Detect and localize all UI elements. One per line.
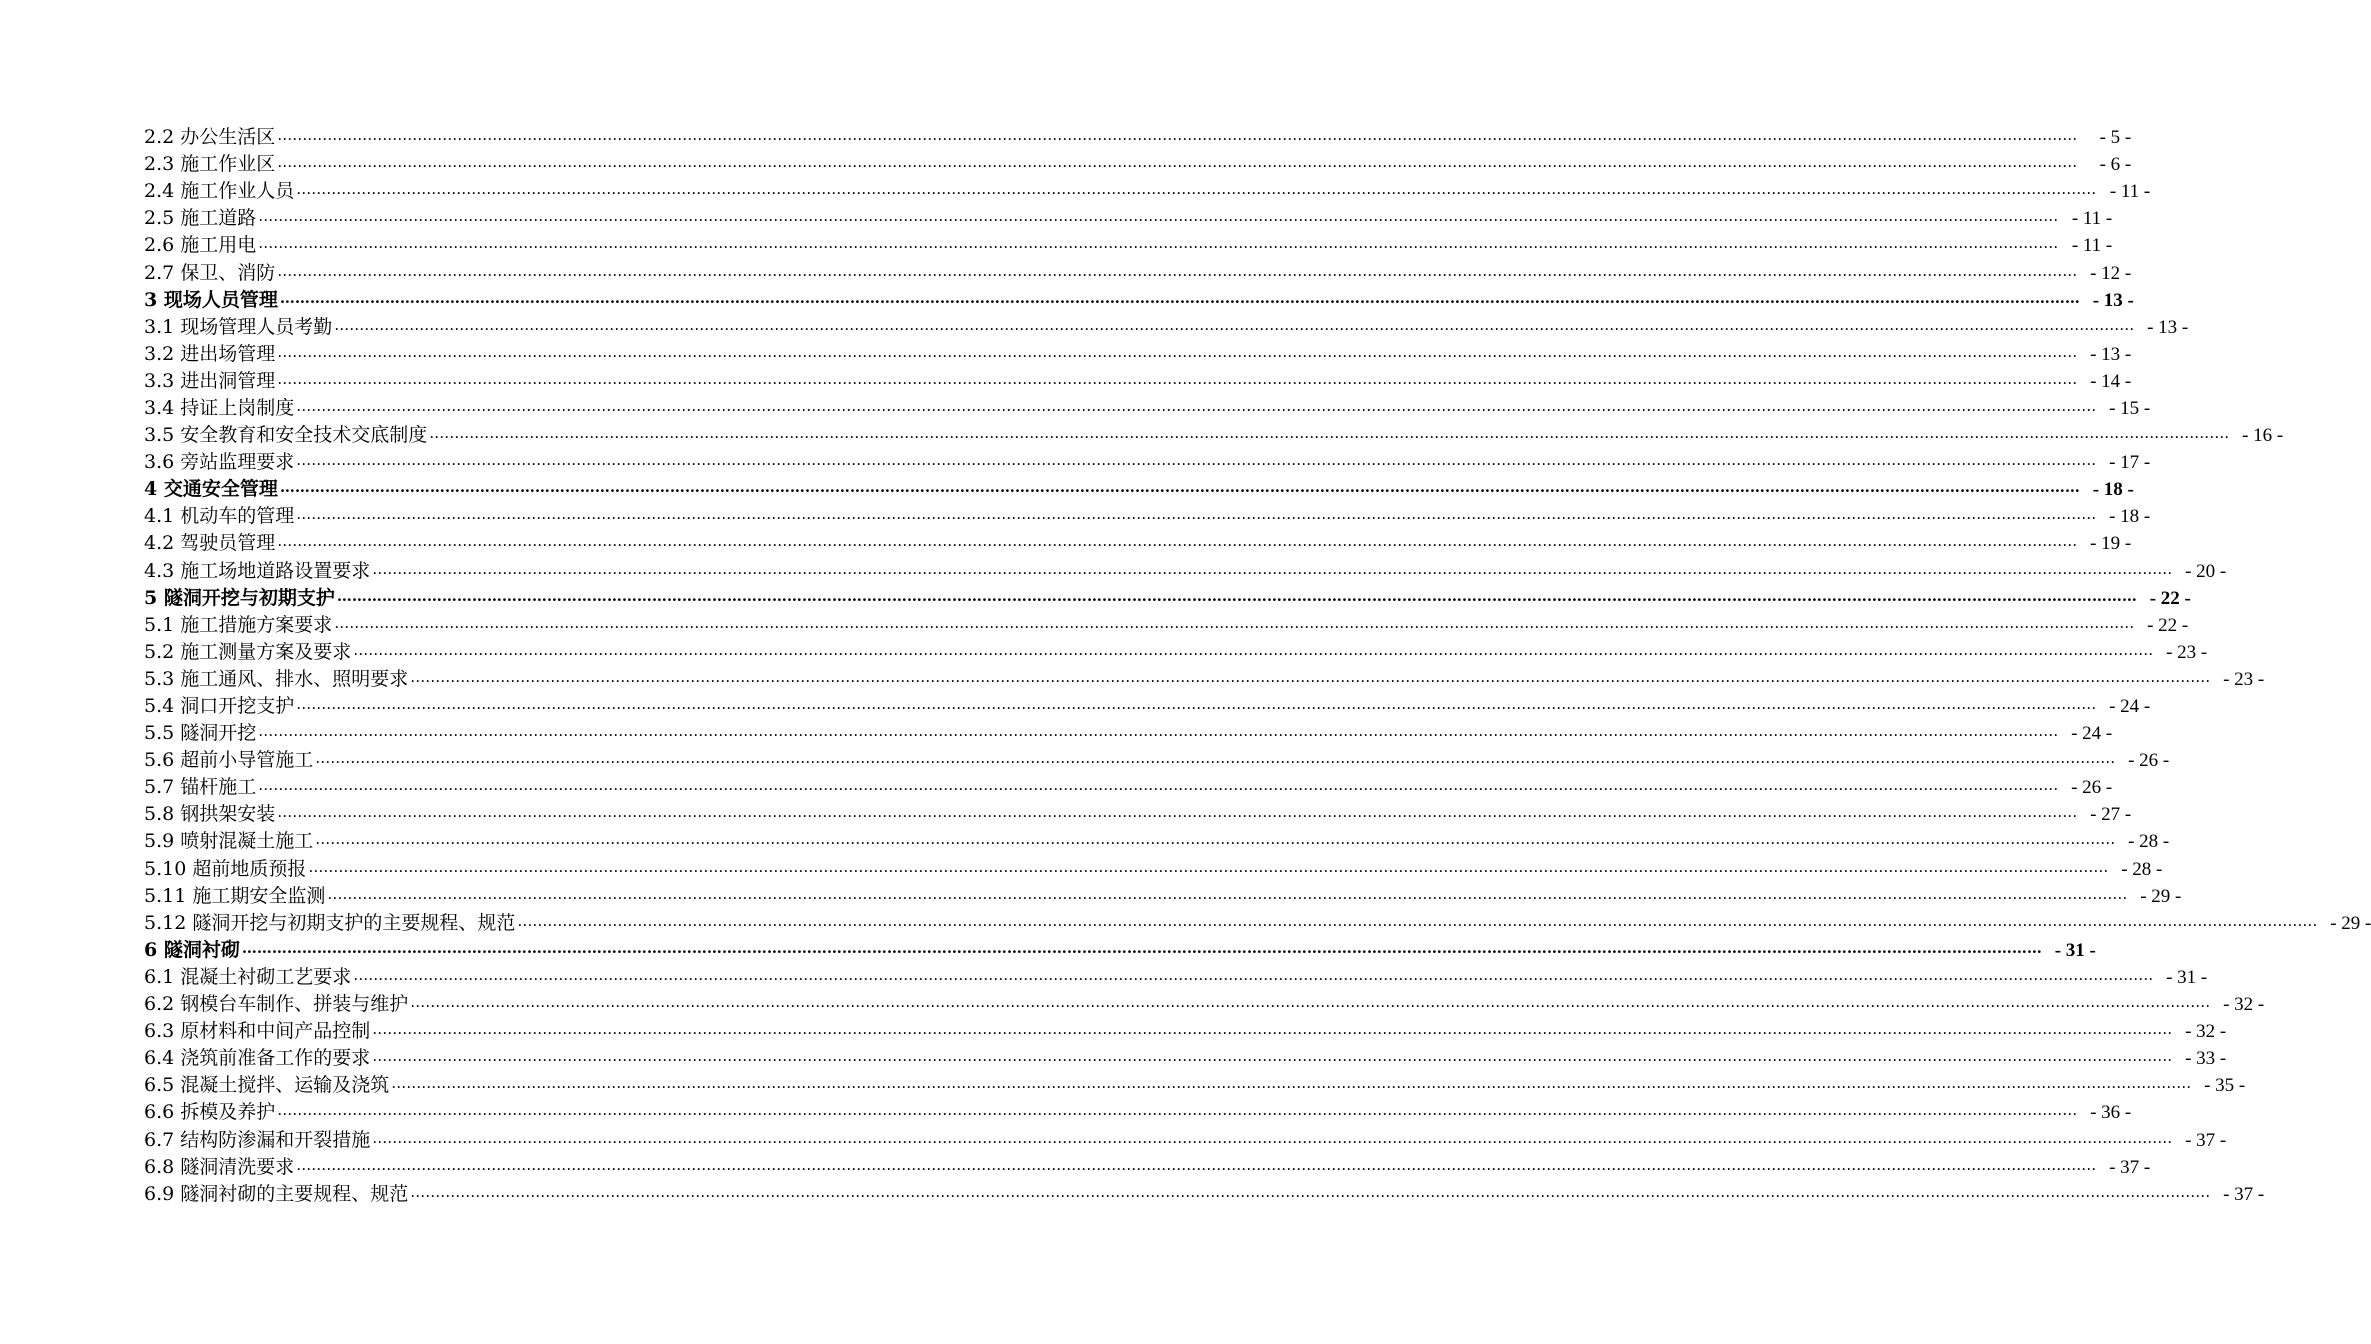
dot-leader: ……………………………………………………………………………………………………………………………………………………………………………………………………………………………………………………………………………………………………………………………… (334, 315, 2135, 334)
dot-leader: ……………………………………………………………………………………………………………………………………………………………………………………………………………………………………………………………………………………………………………………………… (353, 965, 2154, 984)
toc-entry-title: 6 隧洞衬砌 (144, 938, 240, 961)
toc-entry[interactable] (144, 1181, 2265, 1208)
toc-entry-page: - 18 - (2109, 506, 2151, 528)
dot-leader: ……………………………………………………………………………………………………………………………………………………………………………………………………………………………………………………………………………………………………………………………… (258, 722, 2059, 741)
toc-entry-title: 2.6 施工用电 (144, 234, 257, 257)
toc-entry[interactable] (144, 368, 2132, 395)
toc-entry[interactable] (144, 964, 2208, 991)
toc-entry-title: 5.2 施工测量方案及要求 (144, 640, 352, 663)
toc-entry[interactable] (144, 856, 2163, 883)
toc-entry-page: - 11 - (2071, 235, 2113, 257)
dot-leader: ……………………………………………………………………………………………………………………………………………………………………………………………………………………………………………………………………………………………………………………………… (296, 396, 2097, 415)
dot-leader: ……………………………………………………………………………………………………………………………………………………………………………………………………………………………………………………………………………………………………………………………… (279, 478, 2080, 497)
toc-entry[interactable] (144, 585, 2191, 612)
toc-entry-title: 5.10 超前地质预报 (144, 857, 307, 880)
toc-entry-title: 6.3 原材料和中间产品控制 (144, 1020, 371, 1043)
toc-entry[interactable] (144, 558, 2227, 585)
dot-leader: ……………………………………………………………………………………………………………………………………………………………………………………………………………………………………………………………………………………………………………………………… (391, 1074, 2192, 1093)
toc-entry-title: 6.6 拆模及养护 (144, 1101, 276, 1124)
toc-entry-title: 6.1 混凝土衬砌工艺要求 (144, 965, 352, 988)
toc-entry-page: - 26 - (2128, 750, 2170, 772)
toc-entry-page: - 32 - (2223, 994, 2265, 1016)
toc-entry-page: - 24 - (2109, 696, 2151, 718)
toc-entry[interactable] (144, 666, 2265, 693)
toc-entry-title: 5.11 施工期安全监测 (144, 884, 326, 907)
dot-leader: ……………………………………………………………………………………………………………………………………………………………………………………………………………………………………………………………………………………………………………………………… (279, 288, 2080, 307)
toc-entry-page: - 12 - (2090, 262, 2132, 284)
toc-entry-title: 5.1 施工措施方案要求 (144, 613, 333, 636)
dot-leader: ……………………………………………………………………………………………………………………………………………………………………………………………………………………………………………………………………………………………………………………………… (410, 667, 2211, 686)
toc-entry-page: - 35 - (2204, 1075, 2246, 1097)
dot-leader: ……………………………………………………………………………………………………………………………………………………………………………………………………………………………………………………………………………………………………………………………… (277, 261, 2078, 280)
dot-leader: ……………………………………………………………………………………………………………………………………………………………………………………………………………………………………………………………………………………………………………………………… (372, 1047, 2173, 1066)
toc-entry-page: - 6 - (2099, 154, 2132, 176)
toc-entry[interactable] (144, 1072, 2246, 1099)
toc-entry-title: 5 隧洞开挖与初期支护 (144, 586, 335, 609)
toc-entry-title: 5.9 喷射混凝土施工 (144, 830, 314, 853)
toc-entry-title: 3.1 现场管理人员考勤 (144, 315, 333, 338)
toc-entry[interactable] (144, 449, 2151, 476)
toc-entry-title: 6.4 浇筑前准备工作的要求 (144, 1047, 371, 1070)
toc-entry-title: 5.8 钢拱架安装 (144, 803, 276, 826)
dot-leader: ……………………………………………………………………………………………………………………………………………………………………………………………………………………………………………………………………………………………………………………………… (517, 911, 2318, 930)
dot-leader: ……………………………………………………………………………………………………………………………………………………………………………………………………………………………………………………………………………………………………………………………… (410, 993, 2211, 1012)
dot-leader: ……………………………………………………………………………………………………………………………………………………………………………………………………………………………………………………………………………………………………………………………… (277, 369, 2078, 388)
toc-entry-title: 5.5 隧洞开挖 (144, 722, 257, 745)
dot-leader: ……………………………………………………………………………………………………………………………………………………………………………………………………………………………………………………………………………………………………………………………… (296, 1155, 2097, 1174)
toc-entry[interactable] (144, 1045, 2227, 1072)
toc-entry-page: - 11 - (2071, 208, 2113, 230)
toc-entry[interactable] (144, 774, 2113, 801)
toc-entry-page: - 18 - (2092, 479, 2134, 501)
toc-entry-page: - 14 - (2090, 370, 2132, 392)
toc-entry-page: - 29 - (2140, 885, 2182, 907)
dot-leader: ……………………………………………………………………………………………………………………………………………………………………………………………………………………………………………………………………………………………………………………………… (296, 505, 2097, 524)
toc-entry-title: 5.4 洞口开挖支护 (144, 695, 295, 718)
dot-leader: ……………………………………………………………………………………………………………………………………………………………………………………………………………………………………………………………………………………………………………………………… (410, 1182, 2211, 1201)
dot-leader: ……………………………………………………………………………………………………………………………………………………………………………………………………………………………………………………………………………………………………………………………… (241, 938, 2042, 957)
dot-leader: ……………………………………………………………………………………………………………………………………………………………………………………………………………………………………………………………………………………………………………………………… (296, 180, 2097, 199)
toc-entry-page: - 15 - (2109, 397, 2151, 419)
dot-leader: ……………………………………………………………………………………………………………………………………………………………………………………………………………………………………………………………………………………………………………………………… (372, 559, 2173, 578)
toc-entry[interactable] (144, 693, 2151, 720)
toc-entry-title: 5.7 锚杆施工 (144, 776, 257, 799)
toc-entry-page: - 36 - (2090, 1102, 2132, 1124)
toc-entry[interactable] (144, 232, 2113, 259)
toc-entry[interactable] (144, 422, 2284, 449)
toc-entry-page: - 11 - (2109, 181, 2151, 203)
toc-entry[interactable] (144, 883, 2182, 910)
toc-entry-page: - 22 - (2149, 587, 2191, 609)
dot-leader: ……………………………………………………………………………………………………………………………………………………………………………………………………………………………………………………………………………………………………………………………… (277, 126, 2078, 145)
toc-entry-page: - 23 - (2166, 641, 2208, 663)
dot-leader: ……………………………………………………………………………………………………………………………………………………………………………………………………………………………………………………………………………………………………………………………… (277, 803, 2078, 822)
toc-entry[interactable] (144, 1126, 2227, 1153)
toc-entry[interactable] (144, 720, 2113, 747)
toc-entry-title: 6.9 隧洞衬砌的主要规程、规范 (144, 1182, 409, 1205)
toc-entry-title: 6.5 混凝土搅拌、运输及浇筑 (144, 1074, 390, 1097)
dot-leader: ……………………………………………………………………………………………………………………………………………………………………………………………………………………………………………………………………………………………………………………………… (429, 424, 2230, 443)
toc-entry-title: 3.6 旁站监理要求 (144, 451, 295, 474)
dot-leader: ……………………………………………………………………………………………………………………………………………………………………………………………………………………………………………………………………………………………………………………………… (277, 342, 2078, 361)
dot-leader: ……………………………………………………………………………………………………………………………………………………………………………………………………………………………………………………………………………………………………………………………… (315, 830, 2116, 849)
toc-entry-page: - 16 - (2242, 425, 2284, 447)
toc-entry-title: 2.4 施工作业人员 (144, 180, 295, 203)
toc-entry-title: 6.8 隧洞清洗要求 (144, 1155, 295, 1178)
toc-entry-page: - 29 - (2330, 912, 2371, 934)
dot-leader: ……………………………………………………………………………………………………………………………………………………………………………………………………………………………………………………………………………………………………………………………… (315, 749, 2116, 768)
dot-leader: ……………………………………………………………………………………………………………………………………………………………………………………………………………………………………………………………………………………………………………………………… (353, 640, 2154, 659)
toc-entry-page: - 32 - (2185, 1021, 2227, 1043)
toc-entry-page: - 13 - (2090, 343, 2132, 365)
toc-entry-title: 5.6 超前小导管施工 (144, 749, 314, 772)
toc-entry-page: - 26 - (2071, 777, 2113, 799)
toc-entry-page: - 5 - (2099, 127, 2132, 149)
toc-entry-page: - 23 - (2223, 668, 2265, 690)
toc-entry-page: - 31 - (2166, 966, 2208, 988)
toc-entry[interactable] (144, 341, 2132, 368)
toc-entry-title: 2.5 施工道路 (144, 207, 257, 230)
toc-entry[interactable] (144, 612, 2189, 639)
toc-entry[interactable] (144, 910, 2371, 937)
dot-leader: ……………………………………………………………………………………………………………………………………………………………………………………………………………………………………………………………………………………………………………………………… (308, 857, 2109, 876)
toc-entry-page: - 22 - (2147, 614, 2189, 636)
dot-leader: ……………………………………………………………………………………………………………………………………………………………………………………………………………………………………………………………………………………………………………………………… (334, 613, 2135, 632)
toc-entry-title: 4 交通安全管理 (144, 478, 278, 501)
toc-entry-page: - 19 - (2090, 533, 2132, 555)
dot-leader: ……………………………………………………………………………………………………………………………………………………………………………………………………………………………………………………………………………………………………………………………… (277, 1101, 2078, 1120)
toc-entry[interactable] (144, 747, 2170, 774)
toc-entry-title: 2.3 施工作业区 (144, 153, 276, 176)
toc-entry[interactable] (144, 530, 2132, 557)
table-of-contents (144, 124, 2371, 1208)
toc-entry-title: 3.2 进出场管理 (144, 342, 276, 365)
toc-entry-page: - 20 - (2185, 560, 2227, 582)
toc-entry-page: - 27 - (2090, 804, 2132, 826)
toc-entry-title: 3.3 进出洞管理 (144, 369, 276, 392)
dot-leader: ……………………………………………………………………………………………………………………………………………………………………………………………………………………………………………………………………………………………………………………………… (296, 451, 2097, 470)
toc-entry-title: 2.2 办公生活区 (144, 126, 276, 149)
toc-entry[interactable] (144, 476, 2134, 503)
toc-entry-title: 6.7 结构防渗漏和开裂措施 (144, 1128, 371, 1151)
dot-leader: ……………………………………………………………………………………………………………………………………………………………………………………………………………………………………………………………………………………………………………………………… (277, 153, 2078, 172)
toc-entry-page: - 28 - (2121, 858, 2163, 880)
toc-entry-page: - 24 - (2071, 723, 2113, 745)
toc-entry-page: - 13 - (2147, 316, 2189, 338)
toc-entry[interactable] (144, 503, 2151, 530)
toc-entry[interactable] (144, 991, 2265, 1018)
toc-entry-page: - 17 - (2109, 452, 2151, 474)
dot-leader: ……………………………………………………………………………………………………………………………………………………………………………………………………………………………………………………………………………………………………………………………… (258, 234, 2059, 253)
toc-entry[interactable] (144, 801, 2132, 828)
toc-entry[interactable] (144, 639, 2208, 666)
dot-leader: ……………………………………………………………………………………………………………………………………………………………………………………………………………………………………………………………………………………………………………………………… (296, 695, 2097, 714)
toc-entry-title: 3.4 持证上岗制度 (144, 396, 295, 419)
toc-entry-page: - 37 - (2223, 1183, 2265, 1205)
dot-leader: ……………………………………………………………………………………………………………………………………………………………………………………………………………………………………………………………………………………………………………………………… (372, 1020, 2173, 1039)
toc-entry[interactable] (144, 287, 2134, 314)
toc-entry-title: 3 现场人员管理 (144, 288, 278, 311)
toc-entry[interactable] (144, 178, 2151, 205)
toc-entry-title: 4.2 驾驶员管理 (144, 532, 276, 555)
toc-entry[interactable] (144, 151, 2132, 178)
toc-entry[interactable] (144, 1154, 2151, 1181)
toc-entry[interactable] (144, 1018, 2227, 1045)
toc-entry[interactable] (144, 1099, 2132, 1126)
toc-entry-page: - 33 - (2185, 1048, 2227, 1070)
toc-entry-title: 2.7 保卫、消防 (144, 261, 276, 284)
toc-entry-title: 4.3 施工场地道路设置要求 (144, 559, 371, 582)
toc-entry[interactable] (144, 937, 2096, 964)
toc-entry[interactable] (144, 395, 2151, 422)
dot-leader: ……………………………………………………………………………………………………………………………………………………………………………………………………………………………………………………………………………………………………………………………… (258, 776, 2059, 795)
dot-leader: ……………………………………………………………………………………………………………………………………………………………………………………………………………………………………………………………………………………………………………………………… (327, 884, 2128, 903)
toc-entry-title: 4.1 机动车的管理 (144, 505, 295, 528)
toc-entry[interactable] (144, 314, 2189, 341)
toc-entry-page: - 13 - (2092, 289, 2134, 311)
toc-entry-page: - 37 - (2109, 1156, 2151, 1178)
toc-entry-title: 5.3 施工通风、排水、照明要求 (144, 667, 409, 690)
toc-entry[interactable] (144, 124, 2132, 151)
dot-leader: ……………………………………………………………………………………………………………………………………………………………………………………………………………………………………………………………………………………………………………………………… (372, 1128, 2173, 1147)
toc-entry-title: 6.2 钢模台车制作、拼装与维护 (144, 993, 409, 1016)
toc-entry-title: 3.5 安全教育和安全技术交底制度 (144, 424, 428, 447)
toc-entry[interactable] (144, 828, 2170, 855)
toc-entry-page: - 28 - (2128, 831, 2170, 853)
toc-entry-page: - 31 - (2054, 939, 2096, 961)
dot-leader: ……………………………………………………………………………………………………………………………………………………………………………………………………………………………………………………………………………………………………………………………… (258, 207, 2059, 226)
dot-leader: ……………………………………………………………………………………………………………………………………………………………………………………………………………………………………………………………………………………………………………………………… (336, 586, 2137, 605)
toc-entry[interactable] (144, 205, 2113, 232)
toc-entry-title: 5.12 隧洞开挖与初期支护的主要规程、规范 (144, 911, 516, 934)
toc-entry-page: - 37 - (2185, 1129, 2227, 1151)
toc-entry[interactable] (144, 259, 2132, 286)
dot-leader: ……………………………………………………………………………………………………………………………………………………………………………………………………………………………………………………………………………………………………………………………… (277, 532, 2078, 551)
